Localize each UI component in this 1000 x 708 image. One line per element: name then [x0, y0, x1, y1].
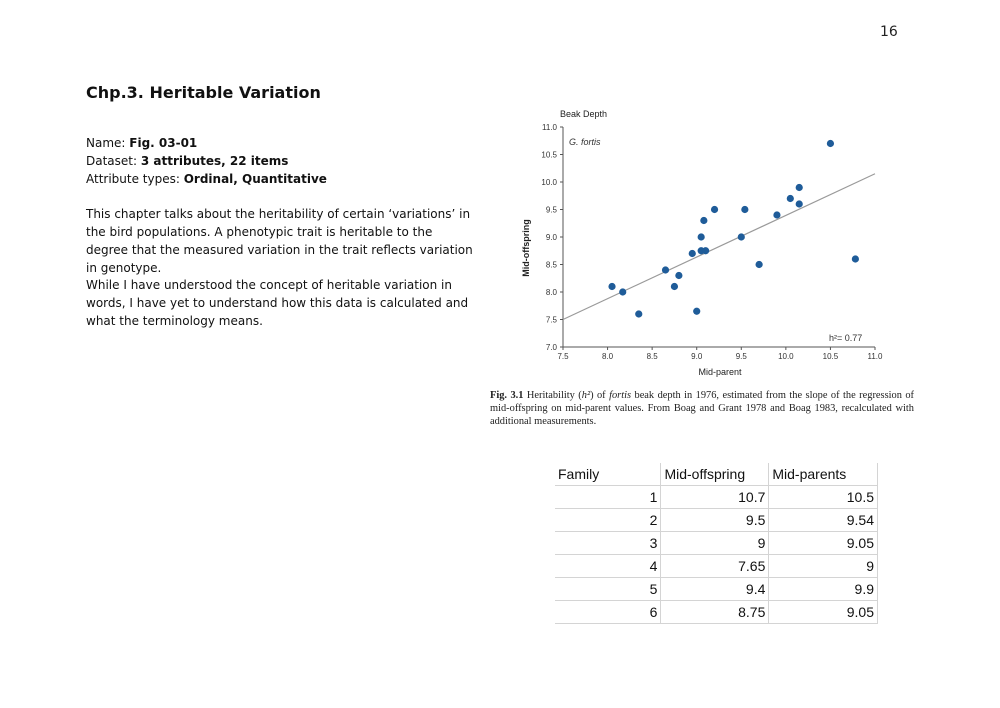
data-point [635, 310, 642, 317]
x-tick-label: 7.5 [557, 352, 569, 361]
regression-line [563, 174, 875, 320]
x-tick-label: 8.0 [602, 352, 614, 361]
y-tick-label: 10.0 [541, 178, 557, 187]
table-cell: 9.54 [769, 509, 878, 532]
table-cell: 7.65 [661, 555, 769, 578]
table-header-mid-parents: Mid-parents [769, 463, 878, 486]
table-cell: 10.7 [661, 486, 769, 509]
table-row [555, 578, 878, 601]
table-row [555, 601, 878, 624]
chart-annotation: G. fortis [569, 137, 601, 147]
paragraph-question: While I have understood the concept of heritable variation in words, I have yet to understand how this data is calculated and what the terminology means. [86, 278, 469, 328]
chart-marks [541, 123, 883, 361]
x-tick-label: 8.5 [646, 352, 658, 361]
data-point [689, 250, 696, 257]
data-point [773, 211, 780, 218]
table-cell: 9.5 [661, 509, 769, 532]
meta-types [86, 170, 476, 188]
meta-dataset-label: Dataset: [86, 154, 141, 168]
table-cell: 6 [555, 601, 661, 624]
table-row [555, 555, 878, 578]
meta-name [86, 134, 476, 152]
x-tick-label: 11.0 [867, 352, 883, 361]
table-cell: 9.9 [769, 578, 878, 601]
chart-ylabel: Mid-offspring [521, 219, 531, 277]
figure-metadata [86, 134, 476, 188]
x-tick-label: 9.0 [691, 352, 703, 361]
y-tick-label: 11.0 [542, 123, 557, 132]
caption-text-2: ) of [590, 390, 610, 401]
data-point [852, 255, 859, 262]
caption-species: fortis [609, 390, 632, 401]
chart-stat-label: h²= 0.77 [829, 333, 863, 343]
table-cell: 10.5 [769, 486, 878, 509]
caption-label: Fig. 3.1 [490, 390, 524, 401]
chart-xlabel: Mid-parent [698, 367, 742, 377]
y-tick-label: 9.0 [545, 233, 557, 242]
chapter-title: Chp.3. Heritable Variation [86, 83, 321, 102]
x-tick-label: 9.5 [735, 352, 747, 361]
data-point [662, 266, 669, 273]
beak-depth-scatter-chart [508, 102, 888, 382]
table-cell: 9.05 [769, 601, 878, 624]
y-tick-label: 9.5 [545, 205, 557, 215]
table-row [555, 486, 878, 509]
data-point [756, 261, 763, 268]
data-point [741, 206, 748, 213]
data-point [711, 206, 718, 213]
data-point [787, 195, 794, 202]
meta-types-label: Attribute types: [86, 172, 184, 186]
x-tick-label: 10.5 [822, 352, 839, 361]
table-cell: 9.05 [769, 532, 878, 555]
data-point [796, 200, 803, 207]
meta-dataset [86, 152, 476, 170]
data-point [827, 140, 834, 147]
table-cell: 2 [555, 509, 661, 532]
table-cell: 5 [555, 578, 661, 601]
table-header-row [555, 463, 878, 486]
table-cell: 3 [555, 532, 661, 555]
table-cell: 8.75 [661, 601, 769, 624]
meta-types-value: Ordinal, Quantitative [183, 172, 327, 186]
meta-name-label: Name: [86, 136, 130, 150]
page-number: 16 [880, 24, 898, 40]
data-point [608, 283, 615, 290]
table-cell: 9.4 [661, 578, 769, 601]
data-point [702, 247, 709, 254]
table-cell: 4 [555, 555, 661, 578]
table-row [555, 532, 878, 555]
y-tick-label: 7.0 [545, 343, 557, 352]
data-point [698, 233, 705, 240]
x-tick-label: 10.0 [778, 352, 794, 361]
table-header-family: Family [555, 463, 661, 486]
table-cell: 9 [769, 555, 878, 578]
meta-name-value: Fig. 03-01 [129, 136, 198, 150]
caption-h2: h² [581, 390, 591, 401]
chart-title: Beak Depth [560, 109, 608, 119]
data-point [671, 283, 678, 290]
table-cell: 1 [555, 486, 661, 509]
family-data-table [555, 463, 878, 624]
caption-text-1: Heritability ( [523, 390, 582, 401]
data-point [796, 184, 803, 191]
table-cell: 9 [661, 532, 769, 555]
y-tick-label: 10.5 [541, 150, 557, 160]
data-point [693, 308, 700, 315]
data-point [700, 217, 707, 224]
table-row [555, 509, 878, 532]
caption-text-3: beak depth in 1976, estimated from the slope of the regression of mid-offspring on mid-parent values. From Boag and Grant 1978 and Boag 1983, recalculated with additional measurements. [490, 390, 914, 427]
data-point [619, 288, 626, 295]
table-header-mid-offspring: Mid-offspring [661, 463, 769, 486]
meta-dataset-value: 3 attributes, 22 items [140, 154, 289, 168]
y-tick-label: 7.5 [545, 315, 557, 325]
data-point [675, 272, 682, 279]
y-tick-label: 8.0 [545, 288, 557, 297]
paragraph-intro: This chapter talks about the heritability of certain ‘variations’ in the bird populations. A phenotypic trait is heritable to the degree that the measured variation in the trait reflects variation in genotype. [86, 207, 473, 275]
data-point [738, 233, 745, 240]
figure-caption [490, 389, 914, 428]
y-tick-label: 8.5 [545, 260, 557, 270]
